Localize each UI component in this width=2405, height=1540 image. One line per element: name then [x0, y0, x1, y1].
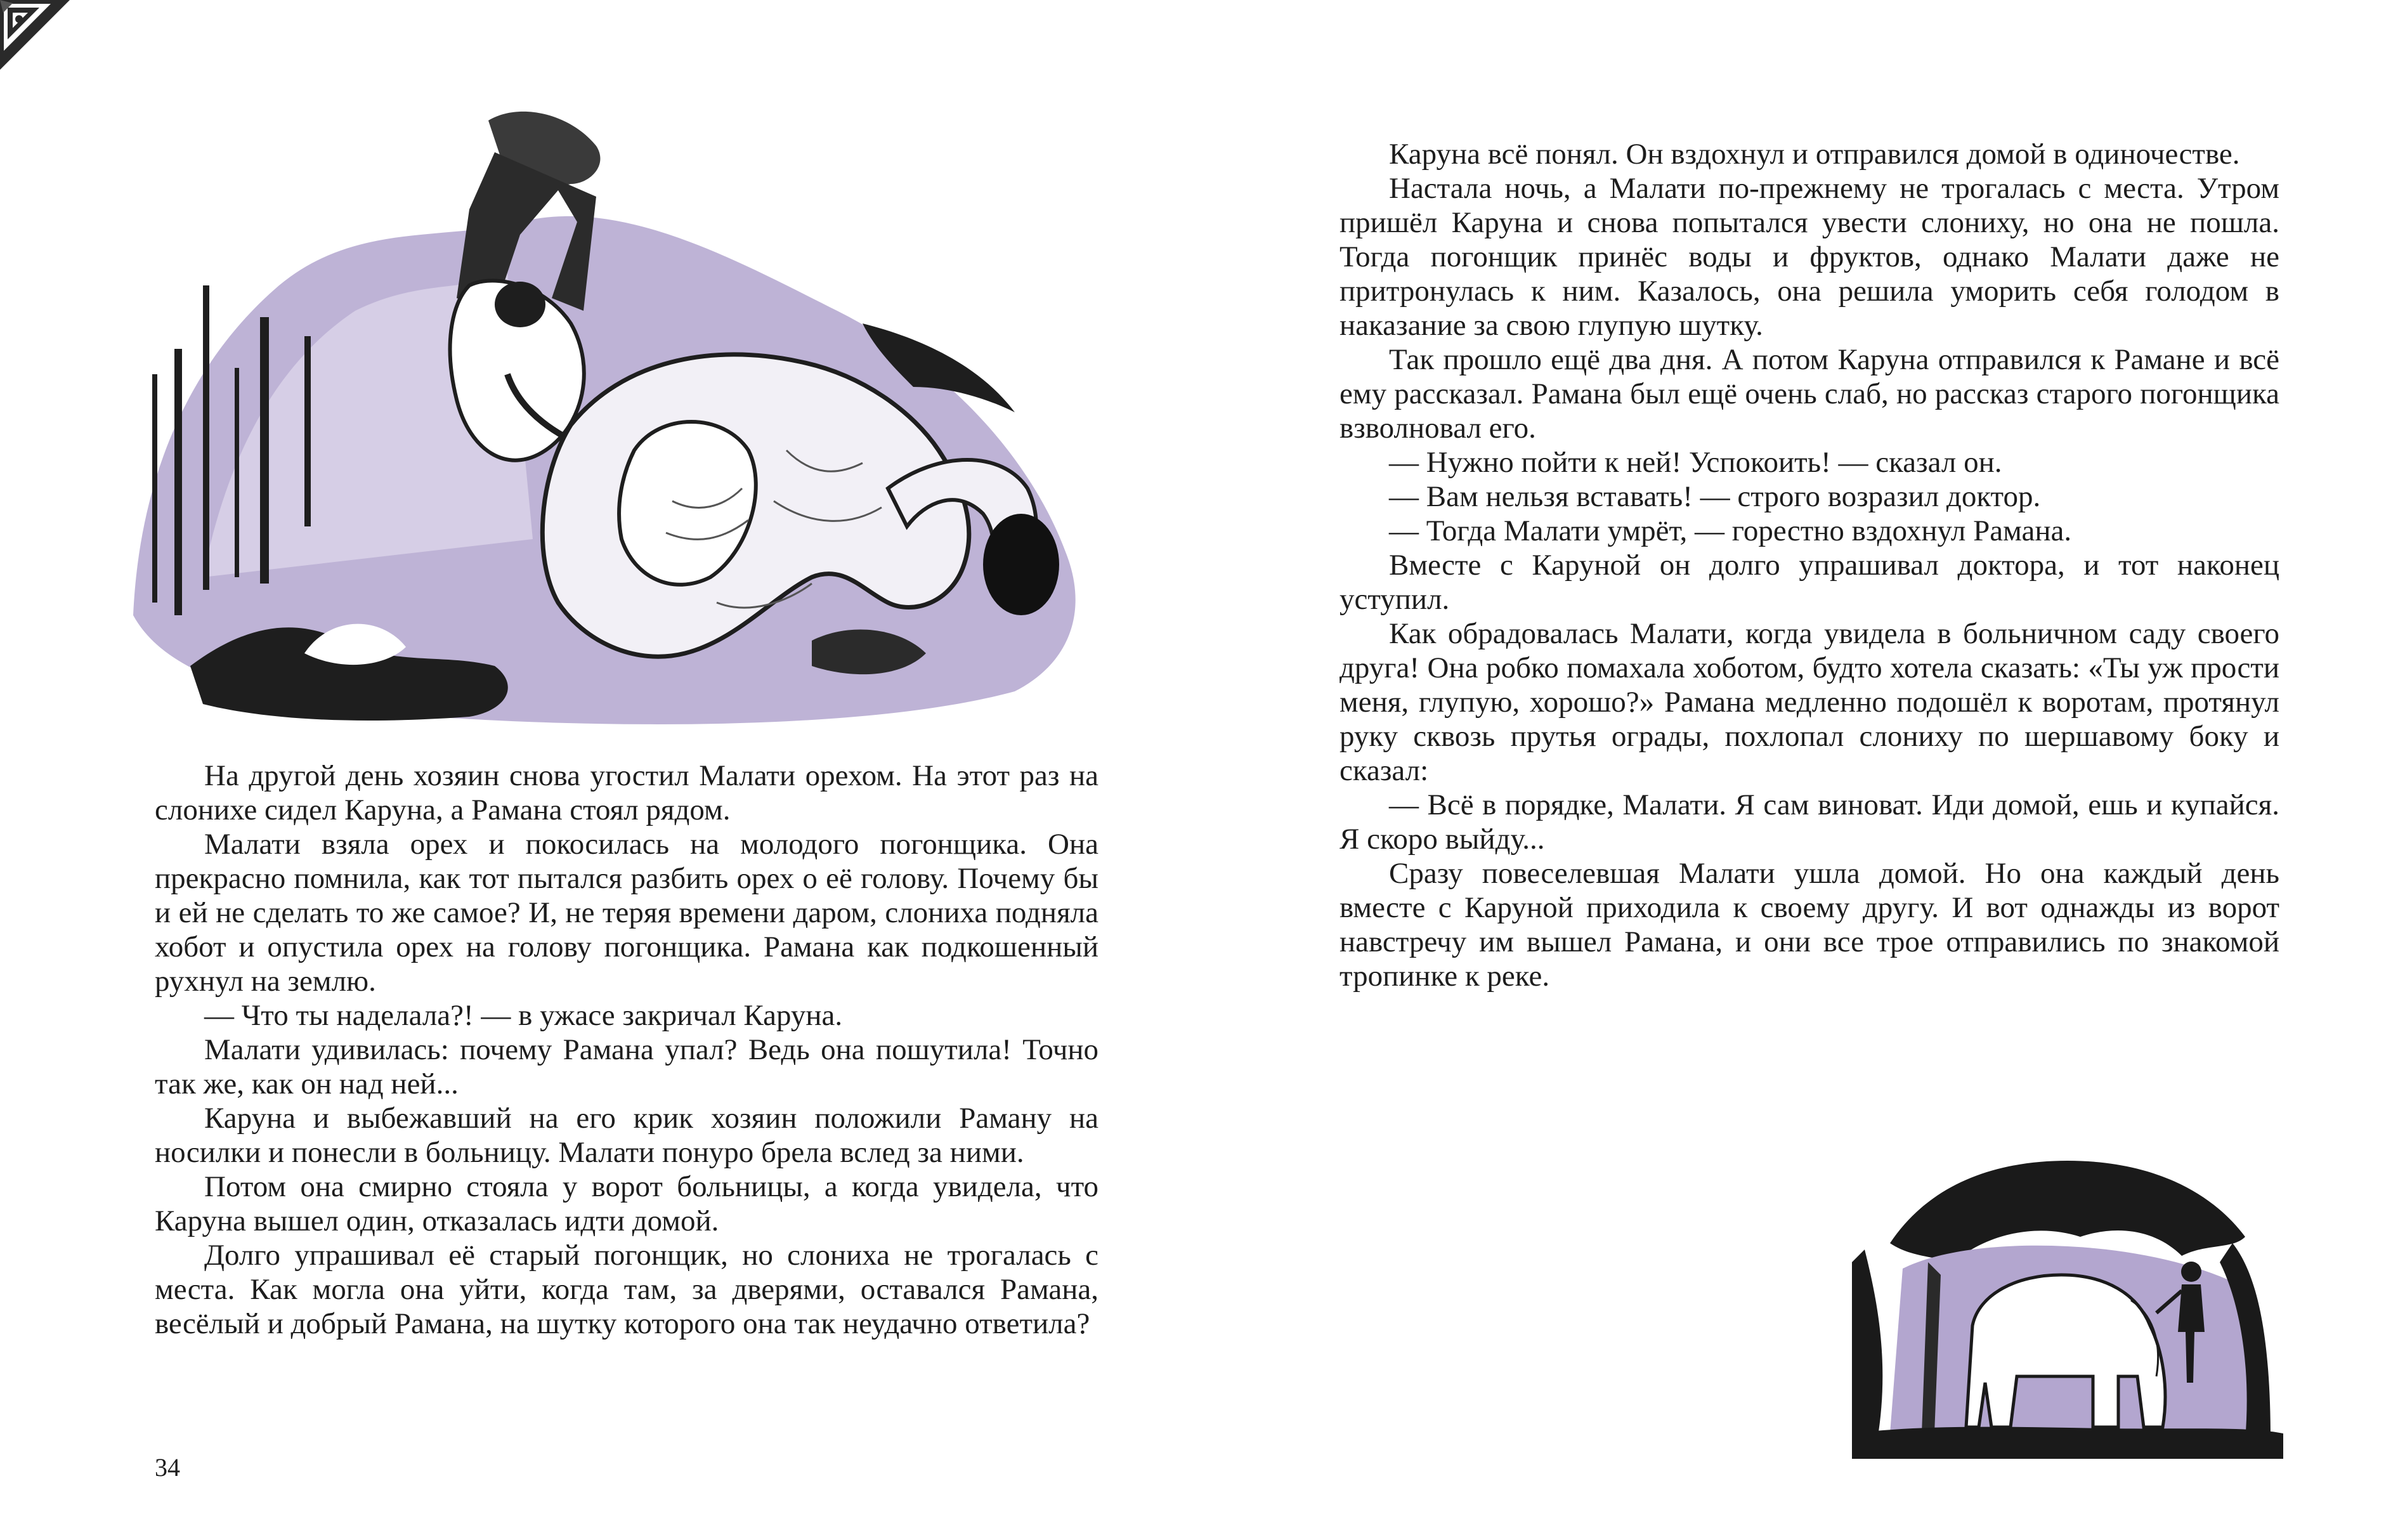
- paragraph: Каруна и выбежавший на его крик хозяин положили Раману на носилки и понесли в больницу. Малати понуро брела вслед за ними.: [155, 1102, 1098, 1169]
- paragraph: — Нужно пойти к ней! Успокоить! — сказал он.: [1389, 446, 2002, 479]
- paragraph: — Всё в порядке, Малати. Я сам виноват. Иди домой, ешь и купайся. Я скоро выйду...: [1339, 788, 2279, 856]
- elephant-boy-illustration: [1852, 1135, 2283, 1459]
- left-page-text: [155, 759, 1098, 1341]
- paragraph: На другой день хозяин снова угостил Малати орехом. На этот раз на слонихе сидел Каруна, а Рамана стоял рядом.: [155, 759, 1098, 826]
- paragraph: Вместе с Каруной он долго упрашивал доктора, и тот наконец уступил.: [1339, 549, 2279, 616]
- corner-ornament: [0, 0, 70, 70]
- page-number: 34: [155, 1453, 180, 1482]
- paragraph: Так прошло ещё два дня. А потом Каруна отправился к Рамане и всё ему рассказал. Рамана был ещё очень слаб, но рассказ старого погонщика взволновал его.: [1339, 343, 2279, 445]
- paragraph: Потом она смирно стояла у ворот больницы, а когда увидела, что Каруна вышел один, отказалась идти домой.: [155, 1170, 1098, 1237]
- paragraph: Малати взяла орех и покосилась на молодого погонщика. Она прекрасно помнила, как тот пытался разбить орех о её голову. Почему бы и ей не сделать то же самое? И, не теряя времени даром, слониха подняла хобот и опустила орех на голову погонщика. Рамана как подкошенный рухнул на землю.: [155, 828, 1098, 998]
- paragraph: Малати удивилась: почему Рамана упал? Ведь она пошутила! Точно так же, как он над ней...: [155, 1033, 1098, 1100]
- paragraph: Каруна всё понял. Он вздохнул и отправился домой в одиночестве.: [1389, 138, 2240, 171]
- paragraph: — Тогда Малати умрёт, — горестно вздохнул Рамана.: [1389, 514, 2072, 547]
- paragraph: — Что ты наделала?! — в ужасе закричал Каруна.: [204, 999, 843, 1032]
- paragraph: Долго упрашивал её старый погонщик, но слониха не трогалась с места. Как могла она уйти, когда там, за дверями, оставался Рамана, весёлый и добрый Рамана, на шутку которого она так неудачно ответила?: [155, 1239, 1098, 1340]
- paragraph: Как обрадовалась Малати, когда увидела в больничном саду своего друга! Она робко помахала хоботом, будто хотела сказать: «Ты уж прости меня, глупую, хорошо?» Рамана медленно подошёл к воротам, протянул руку сквозь прутья ограды, похлопал слониху по шершавому боку и сказал:: [1339, 617, 2279, 787]
- paragraph: Настала ночь, а Малати по-прежнему не трогалась с места. Утром пришёл Каруна и снова попытался увести слониху, но она не пошла. Тогда погонщик принёс воды и фруктов, однако Малати даже не притронулась к ним. Казалось, она решила уморить себя голодом в наказание за свою глупую шутку.: [1339, 172, 2279, 342]
- paragraph: Сразу повеселевшая Малати ушла домой. Но она каждый день вместе с Каруной приходила к своему другу. И вот однажды из ворот навстречу им вышел Рамана, и они все трое отправились по знакомой тропинке к реке.: [1339, 857, 2279, 993]
- paragraph: — Вам нельзя вставать! — строго возразил доктор.: [1389, 480, 2041, 513]
- elephant-scene-illustration: [114, 95, 1116, 736]
- right-page-text: [1339, 137, 2279, 993]
